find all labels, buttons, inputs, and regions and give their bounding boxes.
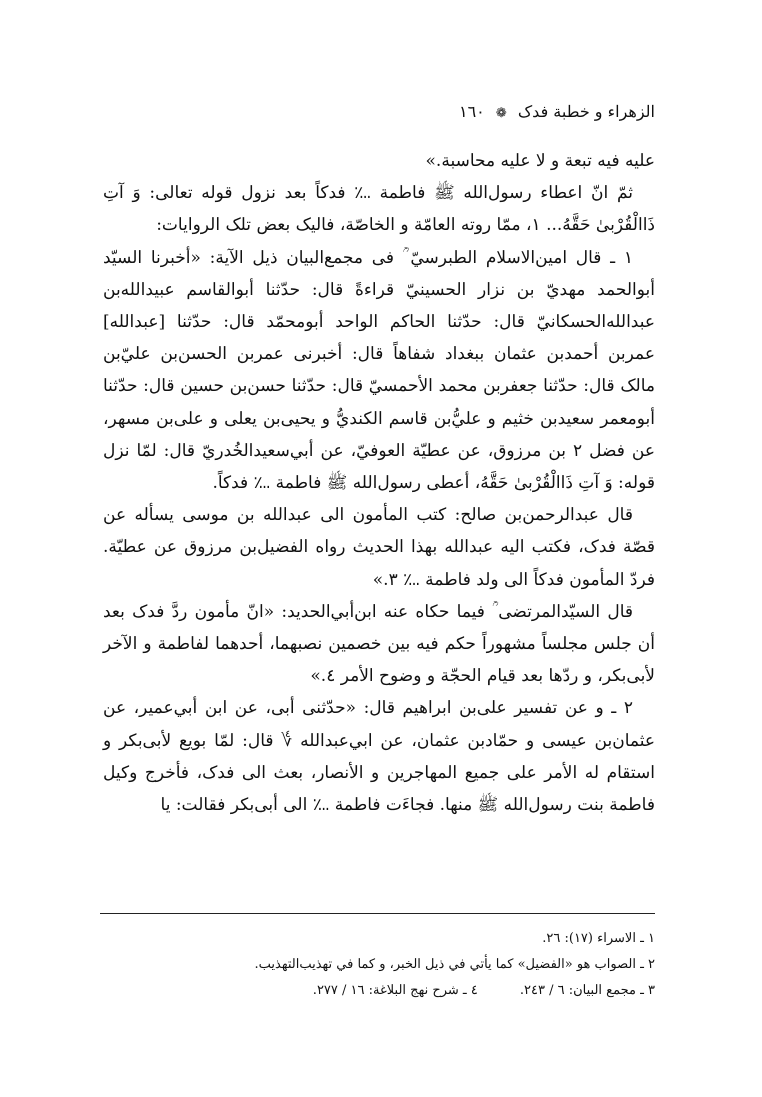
footnote-4: ٤ ـ شرح نهج البلاغة: ١٦ / ٢٧٧. [312, 983, 478, 998]
paragraph-continuation: عليه فيه تبعة و لا عليه محاسبة.» [425, 151, 655, 171]
footnote-3: ٣ ـ مجمع البيان: ٦ / ٢٤٣. [519, 983, 655, 998]
running-header [107, 100, 655, 126]
paragraph-intro: ثمّ انّ اعطاء رسول‌الله ﷺ فاطمة ؊ فدكاً بعد نزول قوله تعالى: وَ آتِ ذَاالْقُرْبىٰ حَقَّهُ... ١، ممّا روته العامّة و الخاصّة، فاليک بعض تلک الروايات: [103, 183, 655, 236]
paragraph-narration-2: ٢ ـ و عن تفسير على‌بن ابراهيم قال: «حدّثنى أبى، عن ابن أبي‌عمير، عن عثمان‌بن عيسى و حمّادبن عثمان، عن ابي‌عبدالله ؇ قال: لمّا بويع لأبى‌بكر و استقام له الأمر على جميع المهاجرين و الأنصار، بعث الى فدک، فأخرج وكيل فاطمة بنت رسول‌الله ﷺ منها. فجاءَت فاطمة ؊ الى أبى‌بكر فقالت: يا [103, 698, 655, 816]
flower-ornament-icon: ❁ [495, 106, 507, 121]
footnote-1: ١ ـ الاسراء (١٧): ٢٦. [542, 931, 655, 946]
paragraph-murtada: قال السيّدالمرتضى ؒ فيما حكاه عنه ابن‌أبي‌الحديد: «انّ مأمون ردَّ فدک بعد أن جلس مجلساً مشهوراً حكم فيه بين خصمين نصبهما، أحدهما لفاطمة و الآخر لأبى‌بكر، و ردّها بعد قيام الحجّة و وضوح الأمر ٤.» [103, 601, 655, 687]
footnote-3-4-row [107, 978, 655, 1004]
page-number: ١٦٠ [458, 102, 485, 121]
paragraph-narration-1: ١ ـ قال امين‌الاسلام الطبرسيّ ؒ فى مجمع‌البيان ذيل الآية: «أخبرنا السيّد أبوالحمد مهديّ بن نزار الحسينيّ قراءةً قال: حدّثنا أبوالقاسم عبيدالله‌بن عبدالله‌الحسكانيّ قال: حدّثنا الحاكم الواحد أبومحمّد قال: حدّثنا [عبدالله] عمربن أحمدبن عثمان ببغداد شفاهاً قال: أخبرنى عمربن الحسن‌بن عليّ‌بن مالک قال: حدّثنا جعفربن محمد الأحمسيّ قال: حدّثنا حسن‌بن حسين قال: حدّثنا أبومعمر سعيدبن خثيم و عليُّ‌بن قاسم الكنديُّ و يحيى‌بن يعلى و على‌بن مسهر، عن فضل ٢ بن مرزوق، عن عطيّة العوفيّ، عن أبي‌سعيدالخُدريّ قال: لمّا نزل قوله: وَ آتِ ذَاالْقُرْبىٰ حَقَّهُ، أعطى رسول‌الله ﷺ فاطمة ؊ فدكاً. [103, 247, 656, 494]
footnotes [107, 926, 655, 1004]
paragraph-mamun: قال عبدالرحمن‌بن صالح: كتب المأمون الى عبدالله بن موسى يسأله عن قصّة فدک، فكتب اليه عبدالله بهذا الحديث رواه الفضيل‌بن مرزوق عن عطيّة. فردّ المأمون فدكاً الى ولد فاطمة ؊ ٣.» [103, 505, 655, 590]
header-title: الزهراء و خطبة فدک [517, 102, 655, 121]
footnote-2: ٢ ـ الصواب هو «الفضيل» كما يأتي في ذيل الخبر، و كما في تهذيب‌التهذيب. [254, 957, 655, 972]
footnote-divider [100, 913, 655, 914]
main-text [103, 145, 655, 821]
